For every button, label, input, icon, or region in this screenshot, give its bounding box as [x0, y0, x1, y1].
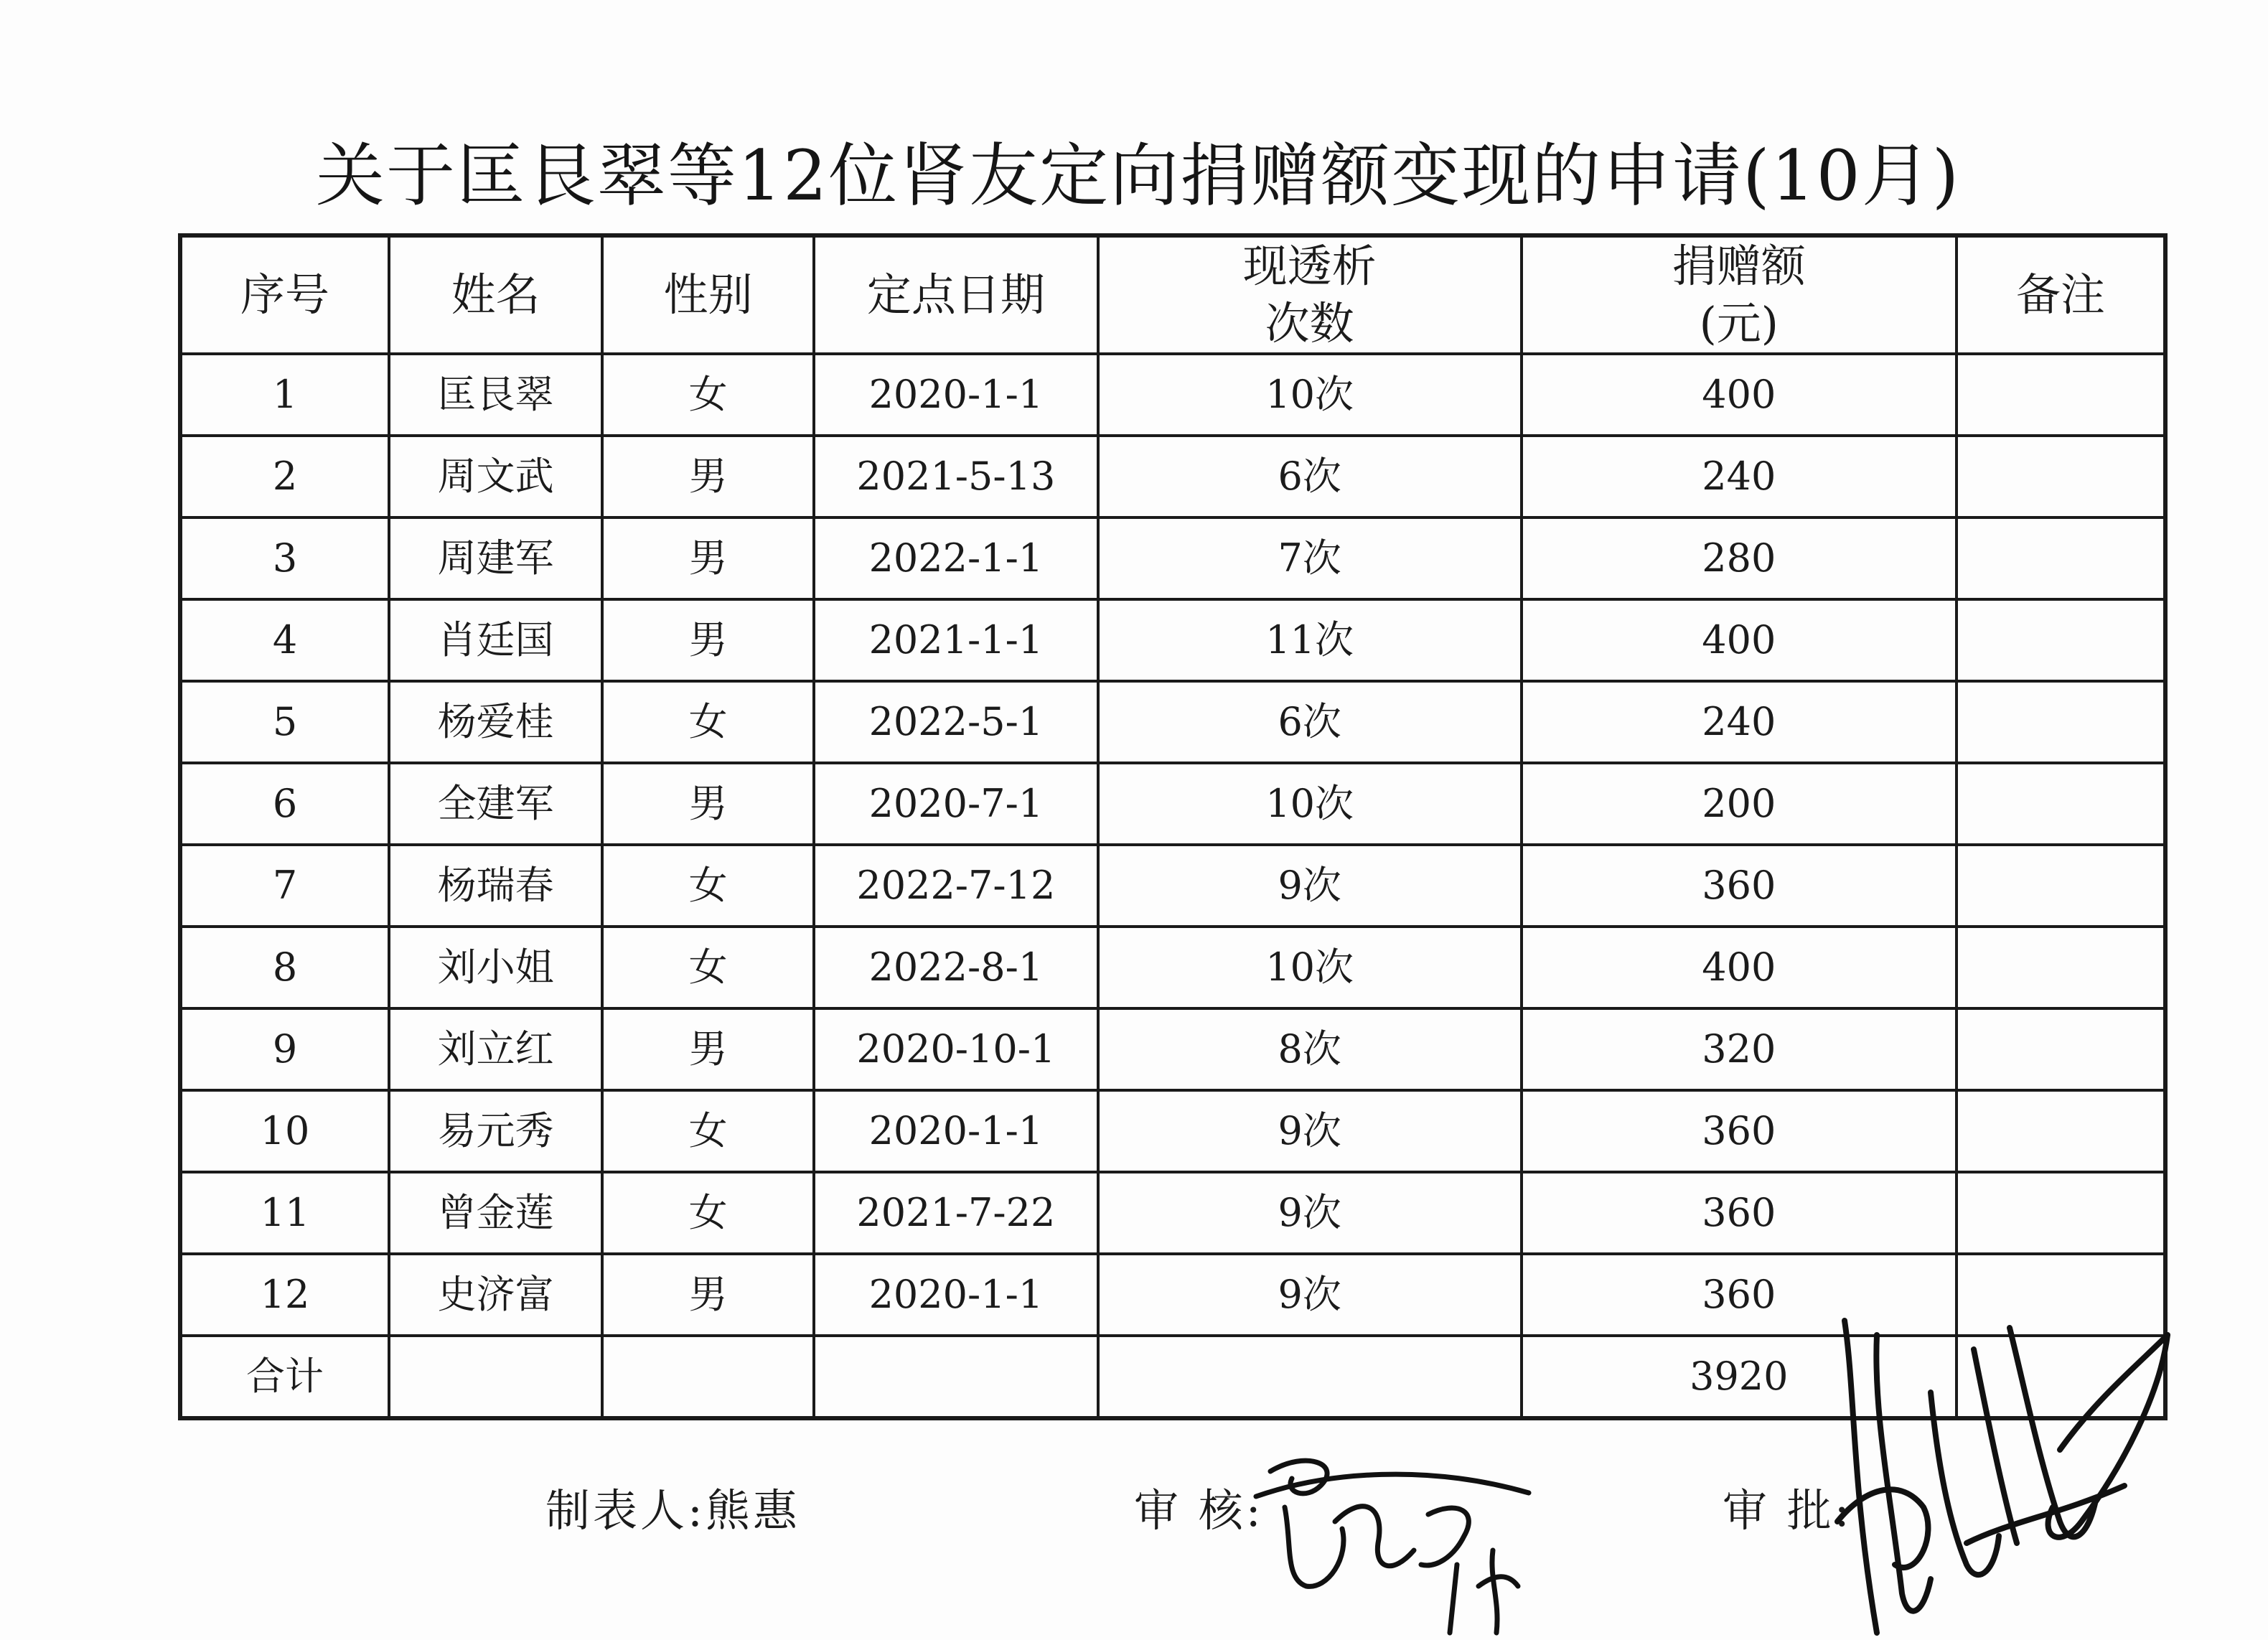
cell-amount: 400 [1522, 599, 1957, 681]
cell-sex: 男 [602, 599, 814, 681]
cell-count: 11次 [1098, 599, 1522, 681]
cell-count: 9次 [1098, 1090, 1522, 1172]
cell-sex: 女 [602, 845, 814, 927]
cell-date: 2020-1-1 [814, 1090, 1097, 1172]
cell-sex: 女 [602, 681, 814, 763]
cell-no: 6 [180, 763, 389, 845]
cell-no: 5 [180, 681, 389, 763]
cell-no: 3 [180, 517, 389, 599]
header-note: 备注 [1957, 235, 2165, 354]
cell-name: 杨瑞春 [389, 845, 602, 927]
cell-count: 8次 [1098, 1008, 1522, 1090]
audit-label: 审 核: [1134, 1484, 1264, 1537]
cell-count: 6次 [1098, 436, 1522, 517]
cell-note [1957, 1090, 2165, 1172]
cell-name: 曾金莲 [389, 1172, 602, 1254]
table-row [180, 517, 2165, 599]
cell-note [1957, 436, 2165, 517]
cell-amount: 400 [1522, 927, 1957, 1008]
total-empty-note [1957, 1336, 2165, 1418]
cell-no: 4 [180, 599, 389, 681]
total-amount: 3920 [1522, 1336, 1957, 1418]
cell-name: 刘立红 [389, 1008, 602, 1090]
cell-amount: 240 [1522, 681, 1957, 763]
table-row [180, 763, 2165, 845]
cell-name: 匡艮翠 [389, 354, 602, 436]
cell-name: 周建军 [389, 517, 602, 599]
total-empty-sex [602, 1336, 814, 1418]
cell-count: 6次 [1098, 681, 1522, 763]
cell-amount: 360 [1522, 1172, 1957, 1254]
cell-no: 10 [180, 1090, 389, 1172]
cell-sex: 男 [602, 1254, 814, 1336]
cell-sex: 男 [602, 436, 814, 517]
document-title: 关于匡艮翠等12位肾友定向捐赠额变现的申请(10月) [316, 136, 1961, 216]
cell-sex: 女 [602, 1172, 814, 1254]
cell-date: 2021-1-1 [814, 599, 1097, 681]
table-row [180, 927, 2165, 1008]
cell-count: 9次 [1098, 1254, 1522, 1336]
cell-date: 2022-8-1 [814, 927, 1097, 1008]
cell-date: 2020-1-1 [814, 354, 1097, 436]
cell-note [1957, 681, 2165, 763]
cell-no: 7 [180, 845, 389, 927]
cell-sex: 女 [602, 354, 814, 436]
cell-name: 全建军 [389, 763, 602, 845]
cell-sex: 女 [602, 1090, 814, 1172]
cell-date: 2022-7-12 [814, 845, 1097, 927]
cell-count: 9次 [1098, 1172, 1522, 1254]
approve-label: 审 批: [1723, 1484, 1852, 1537]
table-row [180, 1090, 2165, 1172]
table-row [180, 1254, 2165, 1336]
table-row [180, 436, 2165, 517]
total-row [180, 1336, 2165, 1418]
header-count-line1: 现透析 [1242, 240, 1377, 292]
cell-no: 8 [180, 927, 389, 1008]
cell-note [1957, 354, 2165, 436]
cell-note [1957, 763, 2165, 845]
header-amount-line1: 捐赠额 [1672, 240, 1806, 292]
header-count-line2: 次数 [1265, 297, 1354, 350]
donation-table [178, 233, 2168, 1420]
cell-no: 12 [180, 1254, 389, 1336]
cell-sex: 男 [602, 1008, 814, 1090]
cell-no: 2 [180, 436, 389, 517]
cell-name: 易元秀 [389, 1090, 602, 1172]
cell-note [1957, 1008, 2165, 1090]
header-amount-line2: (元) [1699, 297, 1779, 350]
cell-name: 周文武 [389, 436, 602, 517]
cell-count: 9次 [1098, 845, 1522, 927]
cell-amount: 360 [1522, 1254, 1957, 1336]
table-row [180, 599, 2165, 681]
header-row [180, 235, 2165, 354]
header-date: 定点日期 [814, 235, 1097, 354]
cell-name: 肖廷国 [389, 599, 602, 681]
cell-date: 2021-7-22 [814, 1172, 1097, 1254]
table-row [180, 354, 2165, 436]
cell-note [1957, 845, 2165, 927]
cell-date: 2022-1-1 [814, 517, 1097, 599]
cell-count: 7次 [1098, 517, 1522, 599]
cell-note [1957, 1172, 2165, 1254]
audit-signature [1242, 1443, 1543, 1640]
table-row [180, 845, 2165, 927]
header-name: 姓名 [389, 235, 602, 354]
maker-label: 制表人:熊惠 [545, 1484, 800, 1537]
cell-sex: 女 [602, 927, 814, 1008]
cell-note [1957, 1254, 2165, 1336]
cell-note [1957, 517, 2165, 599]
cell-note [1957, 599, 2165, 681]
cell-sex: 男 [602, 763, 814, 845]
cell-amount: 200 [1522, 763, 1957, 845]
cell-amount: 400 [1522, 354, 1957, 436]
cell-no: 11 [180, 1172, 389, 1254]
cell-amount: 280 [1522, 517, 1957, 599]
total-empty-date [814, 1336, 1097, 1418]
cell-date: 2020-1-1 [814, 1254, 1097, 1336]
header-count [1098, 235, 1522, 354]
cell-name: 史济富 [389, 1254, 602, 1336]
cell-note [1957, 927, 2165, 1008]
header-no: 序号 [180, 235, 389, 354]
cell-amount: 360 [1522, 845, 1957, 927]
table-row [180, 1008, 2165, 1090]
header-amount [1522, 235, 1957, 354]
cell-count: 10次 [1098, 354, 1522, 436]
total-empty-name [389, 1336, 602, 1418]
cell-date: 2022-5-1 [814, 681, 1097, 763]
total-label: 合计 [180, 1336, 389, 1418]
total-empty-count [1098, 1336, 1522, 1418]
cell-amount: 320 [1522, 1008, 1957, 1090]
cell-date: 2021-5-13 [814, 436, 1097, 517]
header-sex: 性别 [602, 235, 814, 354]
cell-amount: 360 [1522, 1090, 1957, 1172]
cell-date: 2020-7-1 [814, 763, 1097, 845]
cell-sex: 男 [602, 517, 814, 599]
cell-no: 9 [180, 1008, 389, 1090]
cell-name: 刘小姐 [389, 927, 602, 1008]
cell-amount: 240 [1522, 436, 1957, 517]
cell-count: 10次 [1098, 927, 1522, 1008]
cell-date: 2020-10-1 [814, 1008, 1097, 1090]
cell-no: 1 [180, 354, 389, 436]
table-row [180, 681, 2165, 763]
table-row [180, 1172, 2165, 1254]
cell-name: 杨爱桂 [389, 681, 602, 763]
cell-count: 10次 [1098, 763, 1522, 845]
